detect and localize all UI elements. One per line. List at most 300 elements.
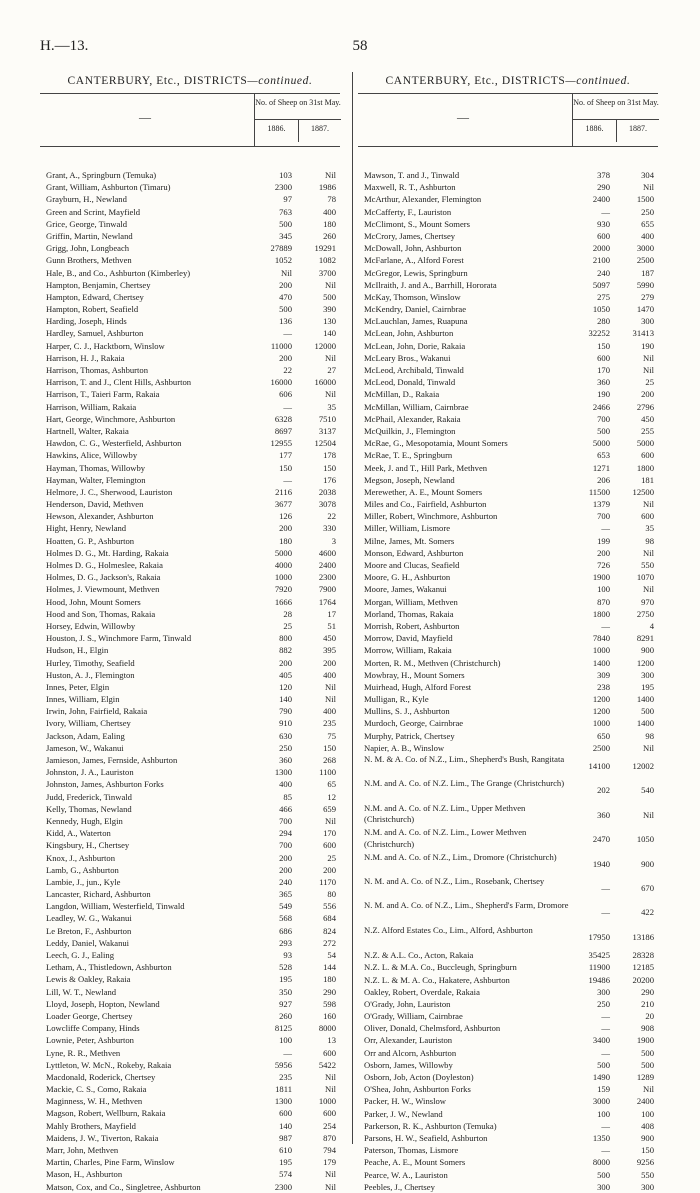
owner-name: Hood and Son, Thomas, Rakaia [46,608,156,619]
sheep-count-1886: — [601,523,610,534]
owner-name: Hight, Henry, Newland [46,523,127,534]
sheep-count-1886: — [601,1011,610,1022]
sheep-count-1886: 1800 [592,608,610,619]
sheep-count-1886: 190 [597,389,610,400]
sheep-count-1887: Nil [325,389,336,400]
sheep-count-1886: — [601,882,610,893]
sheep-count-1887: 1500 [636,194,654,205]
owner-name: Lill, W. T., Newland [46,986,117,997]
sheep-count-1887: Nil [325,694,336,705]
table-row [40,327,340,339]
table-row [358,1169,658,1181]
owner-name: Harrison, T., Taieri Farm, Rakaia [46,389,160,400]
sheep-count-1886: 1050 [592,304,610,315]
owner-name: McMillan, William, Cairnbrae [364,401,469,412]
owner-name: Henderson, David, Methven [46,499,144,510]
table-row [40,986,340,998]
sheep-count-1886: 14100 [588,761,610,771]
owner-name: Harper, C. J., Hacktborn, Winslow [46,340,165,351]
sheep-count-1887: 330 [323,523,336,534]
owner-name: Mahly Brothers, Mayfield [46,1120,136,1131]
sheep-count-1887: 130 [323,316,336,327]
owner-name: Griffin, Martin, Newland [46,230,133,241]
sheep-count-1887: 1400 [636,694,654,705]
sheep-count-1886: 260 [279,1010,292,1021]
sheep-count-1886: 177 [279,450,292,461]
sheep-count-1887: 250 [641,206,654,217]
sheep-count-1887: 600 [323,1108,336,1119]
sheep-count-1887: 400 [641,230,654,241]
owner-name: Hampton, Robert, Seafield [46,304,139,315]
table-row [40,1059,340,1071]
section-title-continued: —continued. [565,75,631,87]
sheep-count-1886: 150 [597,340,610,351]
table-row [358,498,658,510]
owner-name: Magson, Robert, Wellburn, Rakaia [46,1108,166,1119]
table-row [40,522,340,534]
owner-name: Harrison, T. and J., Clent Hills, Ashburton [46,377,192,388]
sheep-count-1887: 1764 [318,596,336,607]
table-row [40,535,340,547]
sheep-count-1887: 900 [641,1132,654,1143]
sheep-count-1887: 200 [323,657,336,668]
sheep-count-1886: 300 [597,1181,610,1192]
table-row [40,657,340,669]
table-row [40,547,340,559]
sheep-count-1887: 12002 [632,761,654,771]
sheep-count-1887: 54 [327,950,336,960]
table-row [358,169,658,181]
owner-name: Megson, Joseph, Newland [364,474,455,485]
sheep-count-1886: 700 [597,413,610,424]
table-row [40,791,340,803]
sheep-count-1887: 304 [641,170,654,180]
sheep-count-1886: 3677 [274,499,292,510]
sheep-count-1886: 11500 [588,486,610,497]
owner-name: McDowall, John, Ashburton [364,243,462,254]
sheep-count-1887: 500 [641,1059,654,1070]
owner-name: Hampton, Edward, Chertsey [46,291,144,302]
owner-name: Gunn Brothers, Methven [46,255,132,266]
owner-name: Murphy, Patrick, Chertsey [364,730,455,741]
table-row [40,681,340,693]
owner-name: Peache, A. E., Mount Somers [364,1157,466,1168]
sheep-count-1886: 365 [279,889,292,900]
sheep-count-1886: 200 [279,279,292,290]
table-row [40,705,340,717]
sheep-count-1886: 97 [283,194,292,205]
table-row [358,291,658,303]
table-row [358,644,658,656]
table-row [40,303,340,315]
sheep-count-1887: 260 [323,230,336,241]
sheep-count-1887: 272 [323,937,336,948]
owner-name: N.M. and A. Co. of N.Z. Lim., Lower Methven (Christchurch) [364,827,527,849]
table-row [358,1022,658,1034]
sheep-count-1886: 528 [279,962,292,973]
sheep-count-1886: 275 [597,291,610,302]
sheep-count-1887: 178 [323,450,336,461]
sheep-count-1886: 103 [279,170,292,180]
sheep-count-header [254,94,341,146]
sheep-count-1886: 180 [279,535,292,546]
sheep-count-1886: 6328 [274,413,292,424]
table-row [358,1181,658,1193]
owner-name: Hawdon, C. G., Westerfield, Ashburton [46,438,182,449]
table-header [358,93,658,147]
table-row [40,291,340,303]
sheep-count-1887: Nil [643,365,654,375]
table-row [40,169,340,181]
table-row [358,193,658,205]
table-row [40,230,340,242]
owner-name: Miles and Co., Fairfield, Ashburton [364,499,487,510]
page-header [40,38,680,58]
owner-name: McRae, T. E., Springburn [364,450,453,461]
sheep-count-1886: 199 [597,535,610,546]
sheep-count-1886: 7840 [592,633,610,644]
owner-name: Green and Scrint, Mayfield [46,206,141,217]
sheep-count-1887: 550 [641,560,654,570]
sheep-count-1887: 1289 [636,1072,654,1082]
sheep-count-1887: 200 [641,389,654,400]
sheep-count-1887: 100 [641,1108,654,1119]
sheep-count-1886: 1052 [274,255,292,266]
sheep-count-1886: 2100 [592,255,610,266]
table-row [40,669,340,681]
owner-name: Morrow, David, Mayfield [364,633,453,644]
owner-name: Holmes D. G., Mt. Harding, Rakaia [46,547,169,558]
sheep-count-1887: 13 [327,1035,336,1046]
sheep-count-1887: 1170 [319,876,336,887]
table-row [40,742,340,754]
sheep-count-1886: — [283,1047,292,1058]
sheep-count-1887: 500 [641,706,654,717]
table-row [40,413,340,425]
sheep-count-1887: Nil [643,1084,654,1095]
sheep-count-1887: 3137 [318,425,336,436]
sheep-count-1887: 600 [641,450,654,461]
sheep-count-1886: 2500 [592,742,610,753]
owner-name: Hewson, Alexander, Ashburton [46,511,154,522]
sheep-count-1887: 598 [323,998,336,1009]
table-row [40,1181,340,1193]
sheep-count-1887: 670 [641,882,654,893]
section-title-main: CANTERBURY, Etc., DISTRICTS [385,75,566,87]
owner-name: McFarlane, A., Alford Forest [364,255,464,266]
sheep-count-1887: 12504 [314,438,336,449]
table-row [358,535,658,547]
owner-name: McKendry, Daniel, Cairnbrae [364,304,467,315]
sheep-count-1886: 600 [597,352,610,363]
table-row [40,961,340,973]
owner-name: Innes, Peter, Elgin [46,681,110,692]
table-row [40,632,340,644]
sheep-count-1887: 75 [327,730,336,741]
sheep-count-1887: 1400 [636,718,654,729]
sheep-count-1886: 800 [279,633,292,644]
sheep-count-1887: 5000 [636,438,654,449]
owner-name: Hayman, Walter, Flemington [46,474,146,485]
year-1886-header: 1886. [585,124,604,133]
sheep-count-1887: 2400 [636,1096,654,1107]
table-row [358,1083,658,1095]
owner-name: Parsons, H. W., Seafield, Ashburton [364,1132,488,1143]
owner-name: McKay, Thomson, Winslow [364,291,461,302]
sheep-count-1886: — [601,1145,610,1156]
sheep-count-1886: 790 [279,706,292,717]
sheep-count-1886: 290 [597,182,610,193]
table-row [358,657,658,669]
owner-name: Leadley, W. G., Wakanui [46,913,132,924]
sheep-count-1887: 1200 [636,657,654,668]
table-row [358,462,658,474]
owner-name: Letham, A., Thistledown, Ashburton [46,962,172,973]
sheep-count-1887: 7900 [318,584,336,595]
table-row [40,1144,340,1156]
table-row [358,827,658,851]
table-row [40,254,340,266]
sheep-count-1886: 726 [597,560,610,570]
table-row [40,754,340,766]
owner-name: Packer, H. W., Winslow [364,1096,446,1107]
table-row [358,254,658,266]
sheep-count-1887: 150 [641,1145,654,1156]
table-row [40,766,340,778]
sheep-count-1887: 20 [645,1011,654,1022]
sheep-count-1887: 5422 [318,1059,336,1070]
sheep-count-1886: 2300 [274,182,292,193]
sheep-count-1887: 900 [641,645,654,656]
sheep-count-1886: 378 [597,170,610,180]
owner-name: Orr and Alcorn, Ashburton [364,1047,457,1058]
table-row [40,462,340,474]
sheep-count-1886: 140 [279,694,292,705]
sheep-count-1887: 9256 [636,1157,654,1168]
owner-name: Hale, B., and Co., Ashburton (Kimberley) [46,267,191,278]
table-row [40,1034,340,1046]
sheep-count-1886: 16000 [270,377,292,388]
sheep-count-1886: 309 [597,669,610,680]
sheep-count-1886: 1490 [592,1072,610,1082]
sheep-count-1886: 250 [279,742,292,753]
table-row [40,498,340,510]
sheep-count-1887: 540 [641,785,654,796]
sheep-count-1887: 28328 [632,950,654,961]
owner-name: Hood, John, Mount Somers [46,596,141,607]
owner-name: Martin, Charles, Pine Farm, Winslow [46,1157,175,1168]
sheep-count-1886: 466 [279,803,292,814]
table-row [358,352,658,364]
table-row [40,717,340,729]
sheep-count-1887: Nil [643,547,654,558]
table-row [358,949,658,961]
sheep-count-1886: 19486 [588,974,610,985]
sheep-count-1887: 190 [641,340,654,351]
table-row [40,693,340,705]
table-row [40,998,340,1010]
table-row [40,279,340,291]
table-row [358,596,658,608]
owner-name: Macdonald, Roderick, Chertsey [46,1071,156,1082]
sheep-count-1887: 65 [327,779,336,790]
owner-name: McPhail, Alexander, Rakaia [364,413,461,424]
owner-name: Merewether, A. E., Mount Somers [364,486,483,497]
table-row [358,961,658,973]
sheep-count-1886: — [283,401,292,412]
owner-name: McLeary Bros., Wakanui [364,352,451,363]
sheep-count-1886: 1200 [592,694,610,705]
table-row [358,608,658,620]
sheep-count-1886: — [601,1120,610,1131]
sheep-count-1887: 970 [641,596,654,607]
sheep-count-1887: 4 [649,620,654,631]
owner-name: Hurley, Timothy, Seafield [46,657,135,668]
table-row [358,717,658,729]
sheep-count-1887: Nil [325,1169,336,1180]
sheep-count-1887: 98 [645,730,654,741]
table-row [358,279,658,291]
owner-name: Grant, A., Springburn (Temuka) [46,170,157,180]
owner-name: McGregor, Lewis, Springburn [364,267,468,278]
sheep-count-1886: 240 [597,267,610,278]
sheep-count-1886: 470 [279,291,292,302]
owner-name: Morrow, William, Rakaia [364,645,452,656]
owner-name: Innes, William, Elgin [46,694,120,705]
owner-name: Harding, Joseph, Hinds [46,316,127,327]
sheep-count-1887: 16000 [314,377,336,388]
table-row [358,522,658,534]
sheep-count-1886: 200 [279,523,292,534]
sheep-count-1886: 882 [279,645,292,656]
sheep-count-1886: 32252 [588,328,610,339]
table-row [40,193,340,205]
owner-name: Lloyd, Joseph, Hopton, Newland [46,998,160,1009]
owner-name: Maidens, J. W., Tiverton, Rakaia [46,1132,159,1143]
sheep-count-1886: 1300 [274,1096,292,1107]
table-row [40,1022,340,1034]
sheep-count-1887: 5990 [636,279,654,290]
table-row [40,376,340,388]
table-row [358,754,658,778]
owner-name: O'Shea, John, Ashburton Forks [364,1084,471,1095]
owner-name: Lamb, G., Ashburton [46,864,119,875]
sheep-count-1887: 17 [327,608,336,619]
owner-name: Holmes, J. Viewmount, Methven [46,584,160,595]
owner-name: Knox, J., Ashburton [46,852,115,863]
sheep-count-1886: 1000 [592,645,610,656]
sheep-count-1887: 3000 [636,243,654,254]
owner-name: Paterson, Thomas, Lismore [364,1145,459,1156]
sheep-count-1887: Nil [325,1084,336,1095]
sheep-count-1886: 100 [597,584,610,595]
owner-name: O'Grady, John, Lauriston [364,998,451,1009]
owner-name: Jackson, Adam, Ealing [46,730,125,741]
table-row [40,425,340,437]
sheep-count-1886: 202 [597,785,610,796]
table-row [40,449,340,461]
owner-name: Helmore, J. C., Sherwood, Lauriston [46,486,173,497]
sheep-count-1886: 500 [597,1169,610,1180]
table-row [358,852,658,876]
table-row [40,571,340,583]
owner-name: Osborn, James, Willowby [364,1059,453,1070]
table-row [40,620,340,632]
table-row [40,437,340,449]
sheep-count-1886: 7920 [274,584,292,595]
sheep-count-1886: 2000 [592,243,610,254]
sheep-count-1887: 3 [331,535,336,546]
sheep-count-1887: 255 [641,425,654,436]
owner-name: N.M. and A. Co. of N.Z., Lim., Dromore (Christchurch) [364,851,557,862]
table-row [358,1120,658,1132]
sheep-count-1886: 8125 [274,1023,292,1034]
owner-name: Murdoch, George, Cairnbrae [364,718,464,729]
owner-name: Osborn, Job, Acton (Doyleston) [364,1072,474,1082]
sheep-count-1886: 653 [597,450,610,461]
table-row [40,864,340,876]
sheep-count-1886: 1666 [274,596,292,607]
table-row [40,1010,340,1022]
table-row [358,315,658,327]
sheep-count-1886: 28 [283,608,292,619]
sheep-count-1886: 280 [597,316,610,327]
sheep-count-1886: 870 [597,596,610,607]
table-row [40,401,340,413]
year-1887-header: 1887. [298,120,341,142]
owner-name: Lambie, J., jun., Kyle [46,876,121,887]
owner-name: Hampton, Benjamin, Chertsey [46,279,151,290]
sheep-count-1887: 180 [323,218,336,229]
table-row [40,1168,340,1180]
sheep-count-1886: 294 [279,828,292,839]
sheep-count-1886: 8697 [274,425,292,436]
owner-name: Johnston, James, Ashburton Forks [46,779,164,790]
owner-name: N.Z. L. & M. A. Co., Hakatere, Ashburton [364,974,510,985]
table-row [40,839,340,851]
sheep-count-1887: 794 [323,1145,336,1155]
sheep-count-1887: Nil [325,170,336,180]
owner-name: N.M. and A. Co. of N.Z. Lim., Upper Methven (Christchurch) [364,802,526,825]
owner-name: Morrish, Robert, Ashburton [364,620,460,631]
sheep-count-1886: 17950 [588,931,610,942]
table-row [40,1071,340,1083]
sheep-count-1886: 630 [279,730,292,741]
sheep-count-1886: 1000 [592,718,610,729]
sheep-count-1887: 655 [641,218,654,229]
sheep-count-1886: 195 [279,974,292,985]
sheep-count-1887: Nil [643,742,654,753]
sheep-count-1887: 179 [323,1157,336,1168]
sheep-count-1886: 930 [597,218,610,229]
sheep-count-1887: 20200 [632,974,654,985]
sheep-count-1887: 422 [641,907,654,918]
sheep-count-1886: 910 [279,718,292,729]
sheep-count-1886: 500 [597,1059,610,1070]
sheep-count-1887: 19291 [314,243,336,254]
owner-name: McCafferty, F., Lauriston [364,206,452,217]
sheep-count-1887: 659 [323,803,336,814]
sheep-count-1886: 1900 [592,572,610,583]
table-row [358,998,658,1010]
sheep-count-1887: 395 [323,645,336,656]
table-row [40,937,340,949]
sheep-count-1886: 610 [279,1145,292,1155]
sheep-count-1886: 405 [279,669,292,680]
sheep-count-1887: Nil [325,279,336,290]
owner-name: Mullins, S. J., Ashburton [364,706,450,717]
table-row [40,876,340,888]
